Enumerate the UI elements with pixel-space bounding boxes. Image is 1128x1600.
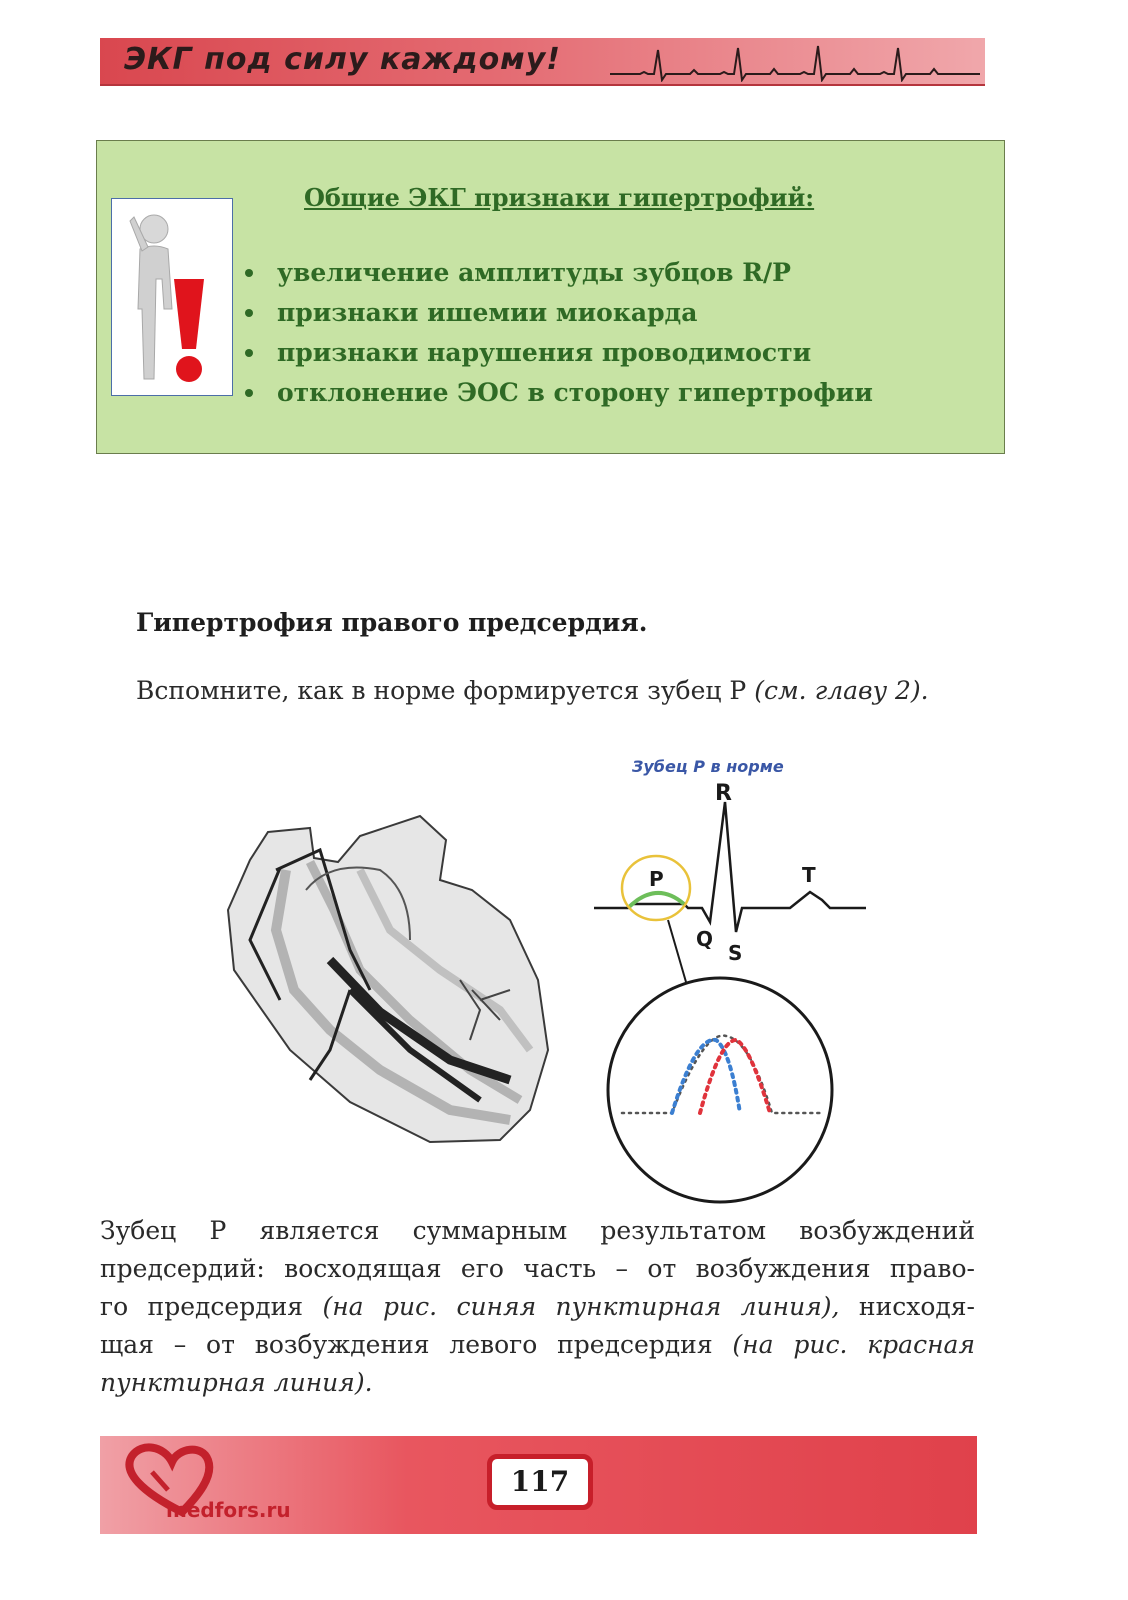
p-wave-highlight [628, 893, 684, 908]
label-p: P [649, 867, 664, 891]
body-paragraph [100, 1212, 975, 1402]
diagram-caption: Зубец P в норме [632, 757, 784, 776]
intro-text: Вспомните, как в норме формируется зубец P [136, 676, 755, 705]
heart-conduction-icon [228, 816, 548, 1142]
paragraph-line: пунктирная линия). [100, 1368, 373, 1397]
p-wave-diagram [210, 750, 890, 1210]
book-title: ЭКГ под силу каждому! [124, 42, 561, 77]
list-item: признаки ишемии миокарда [245, 293, 873, 333]
list-item: отклонение ЭОС в сторону гипертрофии [245, 373, 873, 413]
paragraph-line: го предсердия (на рис. синяя пунктирная линия), нисходя- [100, 1292, 975, 1321]
list-item: увеличение амплитуды зубцов R/P [245, 253, 873, 293]
info-box-title: Общие ЭКГ признаки гипертрофий: [304, 183, 815, 212]
label-r: R [715, 781, 732, 806]
paragraph-line: щая – от возбуждения левого предсердия (на рис. красная [100, 1330, 975, 1359]
header-banner [100, 38, 985, 86]
warning-figure-icon [111, 198, 233, 396]
list-item: признаки нарушения проводимости [245, 333, 873, 373]
section-heading: Гипертрофия правого предсердия. [136, 608, 648, 637]
p-wave-zoom-circle [608, 978, 832, 1202]
signs-list [245, 253, 873, 413]
info-box [96, 140, 1005, 454]
label-t: T [802, 863, 816, 887]
label-s: S [728, 941, 743, 965]
label-q: Q [696, 927, 714, 951]
page-number: 117 [487, 1454, 593, 1510]
intro-reference: (см. главу 2). [754, 676, 929, 705]
footer-site: medfors.ru [166, 1498, 291, 1522]
intro-line [136, 676, 929, 705]
paragraph-line: Зубец P является суммарным результатом возбуждений [100, 1216, 975, 1245]
paragraph-line: предсердий: восходящая его часть – от возбуждения право- [100, 1254, 975, 1283]
ecg-trace-icon [610, 42, 980, 82]
footer-banner [100, 1436, 977, 1534]
